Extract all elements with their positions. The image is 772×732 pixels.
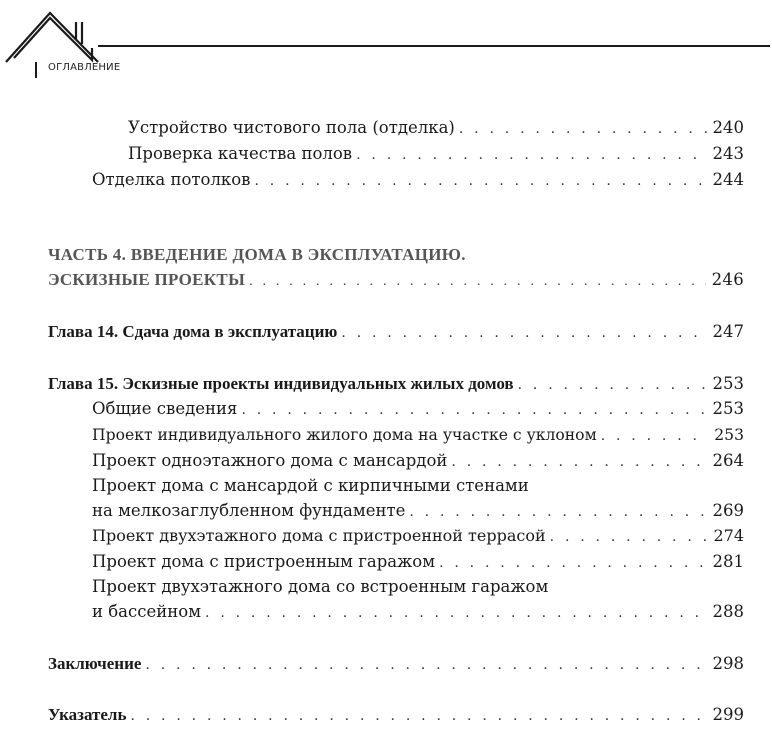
toc-entry-title-line1: Проект дома с мансардой с кирпичными стенами	[92, 476, 529, 495]
dot-leader	[205, 601, 706, 625]
toc-entry-title-line1: Проект двухэтажного дома со встроенным гаражом	[92, 577, 549, 596]
dot-leader	[518, 373, 707, 397]
toc-entry-title: на мелкозаглубленном фундаменте	[92, 501, 406, 520]
dot-leader	[145, 653, 706, 677]
toc-entry-title: Глава 14. Сдача дома в эксплуатацию	[48, 322, 338, 341]
dot-leader	[409, 500, 706, 524]
toc-entry-chapter[interactable]	[48, 652, 744, 677]
toc-entry[interactable]	[92, 423, 744, 448]
toc-entry-page: 244	[712, 170, 744, 189]
dot-leader	[130, 704, 706, 728]
dot-leader	[341, 321, 706, 345]
toc-entry-page: 247	[712, 322, 744, 341]
dot-leader	[459, 117, 707, 141]
toc-entry-page: 298	[712, 654, 744, 673]
toc-entry-chapter[interactable]	[48, 372, 744, 397]
toc-entry-title: Общие сведения	[92, 399, 238, 418]
dot-leader	[356, 143, 706, 167]
toc-entry[interactable]	[128, 142, 744, 167]
toc-entry-page: 264	[712, 451, 744, 470]
toc-entry-title: и бассейном	[92, 602, 202, 621]
toc-entry-title: Отделка потолков	[92, 170, 251, 189]
part-title-line1: ЧАСТЬ 4. ВВЕДЕНИЕ ДОМА В ЭКСПЛУАТАЦИЮ.	[48, 245, 466, 264]
dot-leader	[439, 551, 706, 575]
toc-entry-page: 253	[714, 426, 744, 444]
toc-entry[interactable]	[128, 116, 744, 141]
toc-entry-title: Проект одноэтажного дома с мансардой	[92, 451, 448, 470]
toc-entry-title: Проект двухэтажного дома с пристроенной террасой	[92, 526, 546, 545]
dot-leader	[249, 270, 706, 294]
toc-entry-title: Устройство чистового пола (отделка)	[128, 118, 455, 137]
toc-entry[interactable]	[92, 499, 744, 524]
toc-entry-title: Проверка качества полов	[128, 144, 353, 163]
toc-entry[interactable]	[92, 524, 744, 549]
dot-leader	[254, 169, 706, 193]
toc-entry[interactable]	[92, 449, 744, 474]
toc-entry-page: 299	[712, 705, 744, 724]
toc-entry[interactable]	[92, 550, 744, 575]
toc-entry[interactable]	[92, 168, 744, 193]
toc-entry[interactable]	[92, 397, 744, 422]
toc-entry-page: 253	[712, 399, 744, 418]
toc-entry-page: 246	[711, 270, 744, 289]
toc-entry-page: 288	[712, 602, 744, 621]
dot-leader	[601, 424, 709, 448]
toc-entry-title: Глава 15. Эскизные проекты индивидуальных жилых домов	[48, 374, 514, 393]
toc-entry-page: 274	[713, 526, 744, 545]
toc-entry-part[interactable]	[48, 268, 744, 294]
toc-entry-page: 269	[712, 501, 744, 520]
toc-entry[interactable]	[92, 600, 744, 625]
toc-entry-page: 243	[712, 144, 744, 163]
dot-leader	[241, 398, 706, 422]
dot-leader	[451, 450, 706, 474]
dot-leader	[550, 525, 708, 549]
toc-entry-title: Заключение	[48, 654, 142, 673]
toc-entry-title: ЭСКИЗНЫЕ ПРОЕКТЫ	[48, 270, 246, 289]
toc-entry-page: 281	[712, 552, 744, 571]
toc-entry-title: Проект индивидуального жилого дома на участке с уклоном	[92, 426, 597, 444]
toc-entry-page: 253	[712, 374, 744, 393]
toc-entry-page: 240	[712, 118, 744, 137]
header-label: ОГЛАВЛЕНИЕ	[48, 62, 121, 73]
toc-entry-title: Проект дома с пристроенным гаражом	[92, 552, 436, 571]
toc-entry-chapter[interactable]	[48, 703, 744, 728]
toc-entry-title: Указатель	[48, 705, 127, 724]
toc-entry-chapter[interactable]	[48, 320, 744, 345]
